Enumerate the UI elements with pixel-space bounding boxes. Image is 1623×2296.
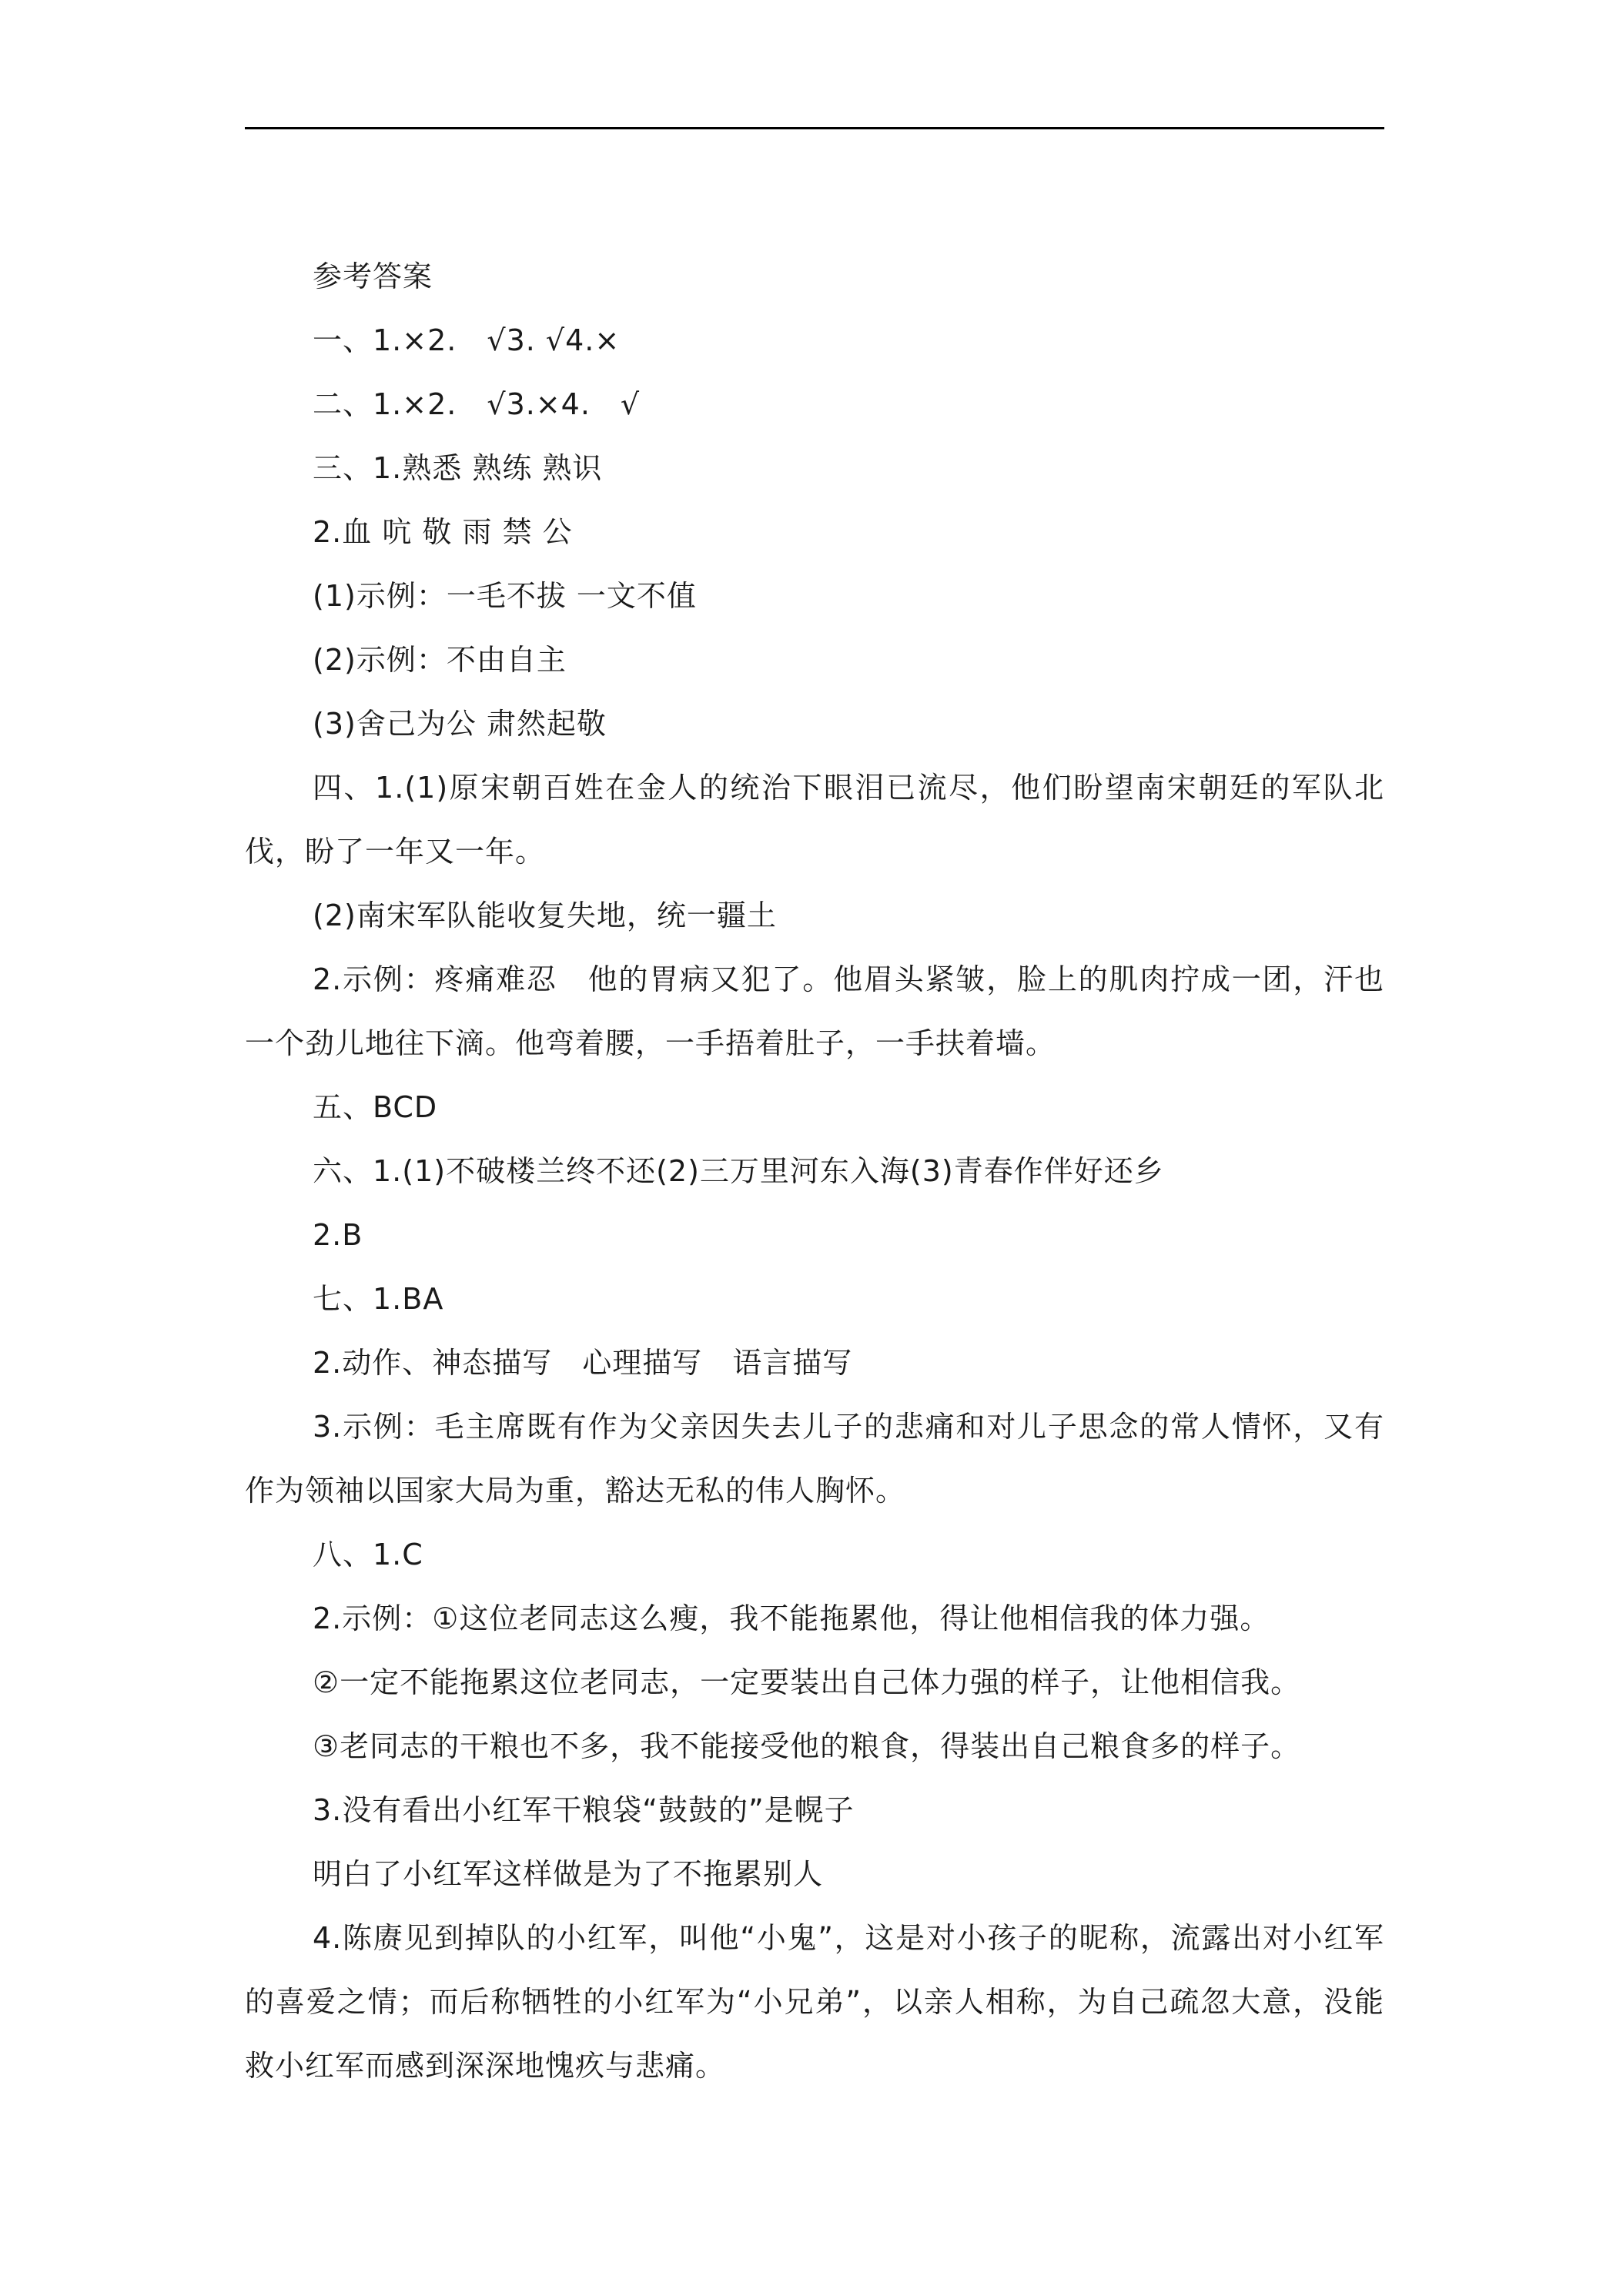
answer-line: ②一定不能拖累这位老同志，一定要装出自己体力强的样子，让他相信我。 [313, 1665, 1301, 1699]
answer-line: 六、1.(1)不破楼兰终不还(2)三万里河东入海(3)青春作伴好还乡 [313, 1154, 1164, 1188]
answer-line: (2)示例：不由自主 [313, 643, 567, 677]
answer-paragraph: 4.陈赓见到掉队的小红军，叫他“小鬼”，这是对小孩子的昵称，流露出对小红军的喜爱之情；而后称牺牲的小红军为“小兄弟”，以亲人相称，为自己疏忽大意，没能救小红军而感到深深地愧疚与悲痛。 [245, 1921, 1384, 2083]
answer-line: 二、1.×2. √3.×4. √ [313, 387, 641, 421]
answer-line: (1)示例：一毛不拔 一文不值 [313, 579, 697, 613]
answer-line: 七、1.BA [313, 1282, 444, 1316]
answer-line: 一、1.×2. √3. √4.× [313, 323, 621, 357]
answer-line: 2.B [313, 1218, 363, 1252]
answer-line: (3)舍己为公 肃然起敬 [313, 707, 607, 741]
header-rule [245, 127, 1384, 129]
answer-content [245, 245, 1384, 2098]
answer-paragraph: 四、1.(1)原宋朝百姓在金人的统治下眼泪已流尽，他们盼望南宋朝廷的军队北伐，盼了一年又一年。 [245, 771, 1384, 869]
answer-line: 2.血 吭 敬 雨 禁 公 [313, 515, 573, 549]
answer-line: (2)南宋军队能收复失地，统一疆土 [313, 899, 777, 932]
answer-paragraph: 3.示例：毛主席既有作为父亲因失去儿子的悲痛和对儿子思念的常人情怀，又有作为领袖以国家大局为重，豁达无私的伟人胸怀。 [245, 1410, 1384, 1508]
answer-line: 八、1.C [313, 1538, 423, 1571]
answer-line: 3.没有看出小红军干粮袋“鼓鼓的”是幌子 [313, 1793, 855, 1827]
document-title: 参考答案 [313, 259, 433, 293]
answer-line: 三、1.熟悉 熟练 熟识 [313, 451, 603, 485]
answer-paragraph: 2.示例：疼痛难忍 他的胃病又犯了。他眉头紧皱，脸上的肌肉拧成一团，汗也一个劲儿地往下滴。他弯着腰，一手捂着肚子，一手扶着墙。 [245, 962, 1384, 1060]
answer-line: 明白了小红军这样做是为了不拖累别人 [313, 1857, 824, 1891]
answer-line: ③老同志的干粮也不多，我不能接受他的粮食，得装出自己粮食多的样子。 [313, 1729, 1301, 1763]
answer-line: 2.示例：①这位老同志这么瘦，我不能拖累他，得让他相信我的体力强。 [313, 1602, 1270, 1635]
answer-line: 2.动作、神态描写 心理描写 语言描写 [313, 1346, 853, 1380]
answer-line: 五、BCD [313, 1090, 438, 1124]
